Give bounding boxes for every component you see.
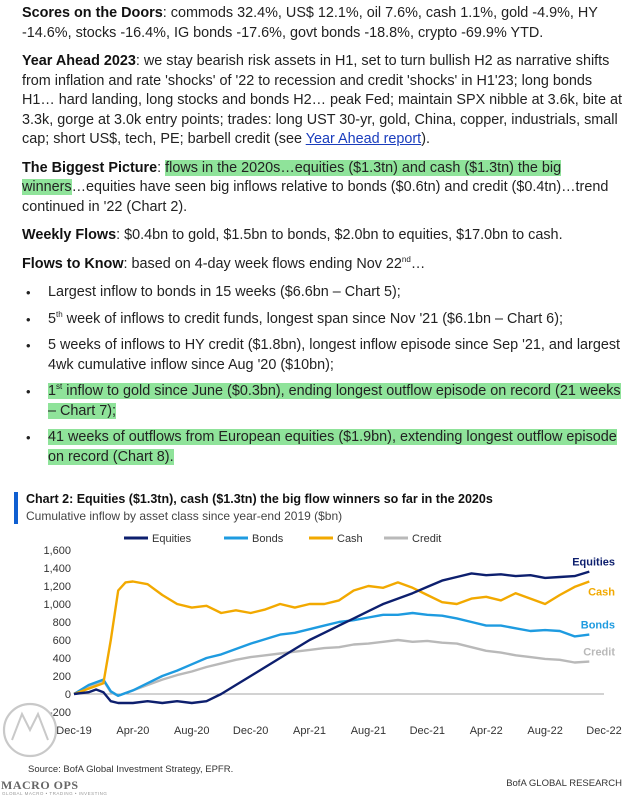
- biggest-picture-pre: :: [157, 159, 166, 176]
- bullet-item: [22, 382, 622, 421]
- y-tick-label: 1,400: [43, 563, 71, 575]
- y-tick-label: 400: [52, 653, 71, 665]
- series-end-label: Cash: [588, 586, 615, 599]
- legend-label: Credit: [412, 533, 442, 545]
- flows-bullet-list: [22, 283, 622, 467]
- x-tick-label: Dec-19: [56, 725, 92, 737]
- bullet-dot: •: [26, 384, 31, 399]
- chart-2: [14, 490, 630, 790]
- x-tick-label: Apr-20: [116, 725, 150, 737]
- weekly-flows-paragraph: [22, 226, 622, 246]
- weekly-flows-text: : $0.4bn to gold, $1.5bn to bonds, $2.0bn to equities, $17.0bn to cash.: [116, 227, 563, 243]
- bullet-dot: •: [26, 338, 31, 353]
- legend-label: Cash: [337, 533, 363, 545]
- x-tick-label: Apr-22: [469, 725, 503, 737]
- bullet-text: [48, 383, 621, 419]
- series-end-label: Credit: [583, 646, 615, 659]
- bullet-text-pre: 5 weeks of inflows to HY credit ($1.8bn), longest inflow episode since Sep '21, and largest 4wk cumulative inflow since Aug '20 ($10bn);: [48, 337, 621, 373]
- bullet-text: [48, 429, 617, 465]
- x-tick-label: Dec-22: [586, 725, 622, 737]
- logo-subtext: GLOBAL MACRO • TRADING • INVESTING: [2, 791, 108, 796]
- y-tick-label: 800: [52, 617, 71, 629]
- bullet-text-pre: 1: [48, 383, 57, 399]
- chart-subtitle: Cumulative inflow by asset class since year-end 2019 ($bn): [26, 509, 343, 523]
- biggest-picture-label: The Biggest Picture: [22, 159, 158, 176]
- biggest-picture-paragraph: [22, 159, 622, 218]
- y-tick-label: 1,000: [43, 599, 71, 611]
- bullet-text-sup: th: [56, 309, 63, 319]
- flows-to-know-post: …: [410, 255, 426, 272]
- flows-to-know-pre: : based on 4-day week flows ending Nov 22: [123, 255, 402, 272]
- y-tick-label: 1,200: [43, 581, 71, 593]
- y-tick-label: -200: [48, 707, 71, 719]
- year-ahead-label: Year Ahead 2023: [22, 53, 136, 69]
- legend-label: Bonds: [252, 533, 284, 545]
- bullet-item: [22, 428, 622, 467]
- y-tick-label: 0: [64, 689, 71, 701]
- logo-text: MACRO OPS: [1, 778, 79, 792]
- series-end-label: Bonds: [580, 619, 615, 632]
- series-end-label: Equities: [572, 556, 615, 569]
- year-ahead-report-link[interactable]: Year Ahead report: [305, 131, 422, 147]
- year-ahead-end: ).: [421, 131, 430, 147]
- chart-credit: BofA GLOBAL RESEARCH: [506, 778, 622, 789]
- bullet-text: [48, 337, 620, 373]
- series-line-cash: [74, 582, 589, 695]
- x-tick-label: Aug-21: [350, 725, 387, 737]
- bullet-dot: •: [26, 311, 31, 327]
- y-tick-label: 600: [52, 635, 71, 647]
- flows-to-know-sup: nd: [401, 254, 411, 264]
- bullet-text-post: inflow to gold since June ($0.3bn), ending longest outflow episode on record (21 weeks – Chart 7);: [48, 383, 621, 419]
- bullet-text-pre: 5: [48, 310, 57, 327]
- series-line-credit: [74, 640, 589, 696]
- chart-title: Chart 2: Equities ($1.3tn), cash ($1.3tn) the big flow winners so far in the 2020s: [26, 492, 493, 506]
- bullet-text-pre: 41 weeks of outflows from European equities ($1.9bn), extending longest outflow episode on record (Chart 8).: [48, 429, 617, 465]
- bullet-item: [22, 310, 622, 330]
- scores-label: Scores on the Doors: [22, 5, 163, 21]
- document-body: [22, 4, 622, 474]
- bullet-text-sup: st: [56, 382, 63, 392]
- bullet-text: [48, 284, 401, 300]
- year-ahead-paragraph: [22, 52, 622, 150]
- y-tick-label: 1,600: [43, 545, 71, 557]
- scores-paragraph: [22, 4, 622, 43]
- bullet-text: [48, 311, 563, 327]
- year-ahead-text: : we stay bearish risk assets in H1, set to turn bullish H2 as narrative shifts from inflation and rate 'shocks' of '22 to recession and credit 'shocks' in H1'23; long bonds H1… hard landing, long stocks and bonds H2… peak Fed; maintain SPX nibble at 3.6k, bite at 3.3k, gorge at 3.0k entry points; trades: long UST 30-yr, gold, China, copper, industrials, small cap; short US$, tech, PE; barbell credit (see: [22, 53, 622, 147]
- bullet-dot: •: [26, 430, 31, 445]
- cumulative-inflow-line-chart: [14, 530, 630, 760]
- x-tick-label: Aug-22: [527, 725, 563, 737]
- x-tick-label: Dec-21: [409, 725, 446, 737]
- bullet-item: [22, 336, 622, 375]
- biggest-picture-highlight: flows in the 2020s…equities ($1.3tn) and cash ($1.3tn) the big winners: [22, 159, 562, 195]
- flows-to-know-paragraph: [22, 255, 622, 275]
- bullet-dot: •: [26, 285, 31, 300]
- biggest-picture-post: …equities have seen big inflows relative to bonds ($0.6tn) and credit ($0.4tn)…trend continued in '22 (Chart 2).: [22, 179, 609, 215]
- legend-label: Equities: [152, 533, 192, 545]
- weekly-flows-label: Weekly Flows: [22, 227, 117, 243]
- bullet-text-post: week of inflows to credit funds, longest span since Nov '21 ($6.1bn – Chart 6);: [62, 310, 563, 327]
- scores-text: : commods 32.4%, US$ 12.1%, oil 7.6%, cash 1.1%, gold -4.9%, HY -14.6%, stocks -16.4%, IG bonds -17.6%, govt bonds -18.8%, crypto -69.9% YTD.: [22, 5, 598, 41]
- x-tick-label: Aug-20: [174, 725, 210, 737]
- bullet-text-pre: Largest inflow to bonds in 15 weeks ($6.6bn – Chart 5);: [48, 284, 401, 300]
- x-tick-label: Apr-21: [293, 725, 327, 737]
- bullet-item: [22, 283, 622, 303]
- chart-source: Source: BofA Global Investment Strategy, EPFR.: [28, 764, 234, 775]
- chart-title-accent: [14, 492, 18, 524]
- x-tick-label: Dec-20: [232, 725, 269, 737]
- y-tick-label: 200: [52, 671, 71, 683]
- flows-to-know-label: Flows to Know: [22, 255, 124, 272]
